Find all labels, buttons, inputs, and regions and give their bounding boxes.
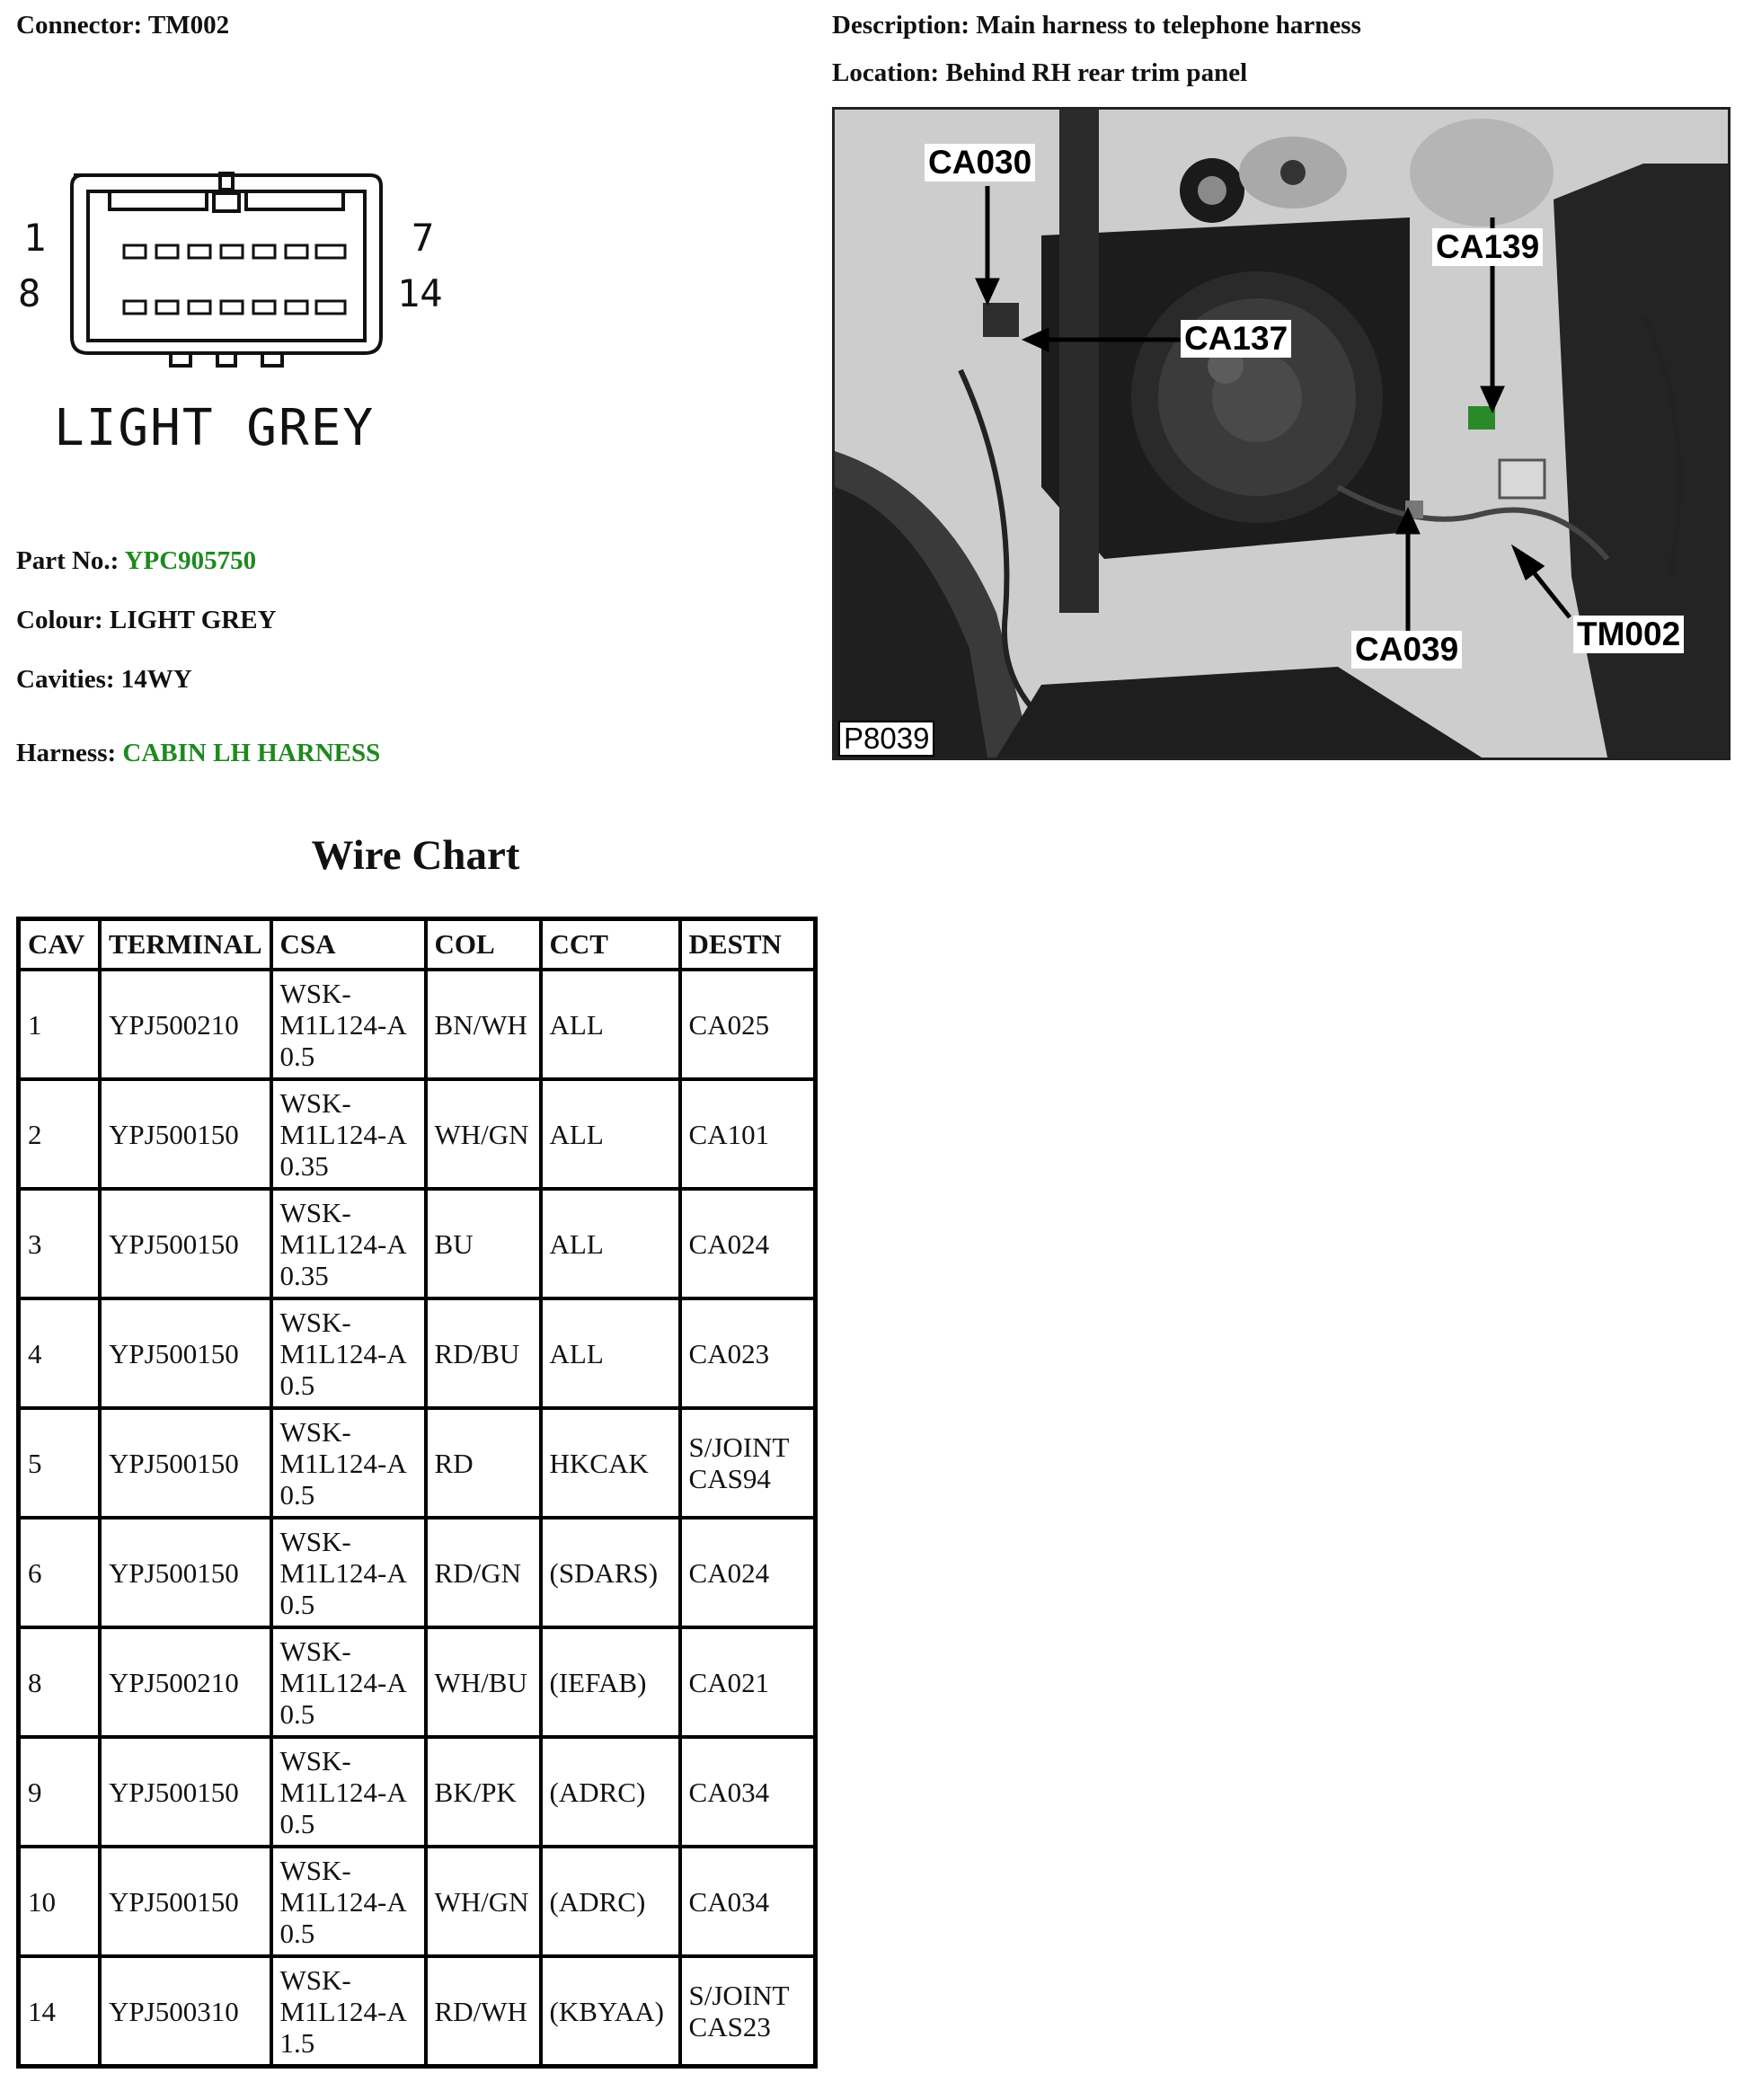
wire-chart-title: Wire Chart — [311, 832, 520, 879]
cell-destn — [680, 1627, 815, 1737]
harness-link[interactable]: CABIN LH HARNESS — [122, 739, 381, 767]
cell-terminal: YPJ500150 — [100, 1518, 271, 1627]
table-row — [19, 1956, 815, 2066]
description-line — [832, 11, 1361, 40]
header-col: COL — [426, 919, 541, 970]
csa-line: M1L124-A — [279, 1776, 407, 1808]
description-label: Description: — [832, 11, 970, 40]
table-row — [19, 1079, 815, 1189]
callout-ca137: CA137 — [1181, 320, 1291, 358]
cell-col: BK/PK — [426, 1737, 541, 1847]
cell-csa — [271, 1737, 426, 1847]
cell-cct: ALL — [541, 1189, 680, 1298]
cell-terminal: YPJ500210 — [100, 970, 271, 1079]
destination-line: CA023 — [688, 1337, 770, 1369]
cavity-grid — [124, 245, 345, 314]
cell-cav: 1 — [19, 970, 100, 1079]
destination-line: CA101 — [688, 1118, 770, 1150]
connector-colour-caption: LIGHT GREY — [54, 399, 376, 457]
destination-line: CAS94 — [688, 1463, 771, 1494]
cell-cav: 3 — [19, 1189, 100, 1298]
cell-destn — [680, 1079, 815, 1189]
cell-terminal: YPJ500150 — [100, 1298, 271, 1408]
colour-value: LIGHT GREY — [109, 606, 277, 634]
cell-col: RD/BU — [426, 1298, 541, 1408]
csa-line: 0.5 — [279, 1697, 315, 1730]
location-photo-illustration — [835, 110, 1728, 758]
table-row — [19, 1408, 815, 1518]
cell-cct: (SDARS) — [541, 1518, 680, 1627]
location-line — [832, 58, 1247, 88]
header-cct: CCT — [541, 919, 680, 970]
table-header-row — [19, 919, 815, 970]
csa-line: WSK- — [279, 1854, 351, 1886]
cell-col: WH/BU — [426, 1627, 541, 1737]
cavities-label: Cavities: — [16, 665, 115, 694]
destination-line: CA034 — [688, 1885, 770, 1918]
pin-label-1: 1 — [23, 216, 47, 260]
csa-line: 0.35 — [279, 1259, 329, 1291]
cell-destn — [680, 1298, 815, 1408]
csa-line: M1L124-A — [279, 1666, 407, 1698]
part-number-label: Part No.: — [16, 546, 120, 575]
cell-csa — [271, 1956, 426, 2066]
connector-face-diagram — [11, 157, 478, 481]
csa-line: WSK- — [279, 1744, 351, 1777]
part-number-link[interactable]: YPC905750 — [124, 546, 257, 575]
cell-cct: (KBYAA) — [541, 1956, 680, 2066]
cell-destn — [680, 1737, 815, 1847]
cell-destn — [680, 1847, 815, 1956]
colour-line — [16, 606, 277, 635]
csa-line: WSK- — [279, 1525, 351, 1557]
harness-label: Harness: — [16, 739, 117, 767]
cell-cav: 14 — [19, 1956, 100, 2066]
cell-csa — [271, 970, 426, 1079]
part-number-line — [16, 546, 256, 576]
cell-col: BN/WH — [426, 970, 541, 1079]
csa-line: 0.35 — [279, 1149, 329, 1182]
table-row — [19, 1298, 815, 1408]
csa-line: WSK- — [279, 977, 351, 1009]
cell-cav: 8 — [19, 1627, 100, 1737]
csa-line: M1L124-A — [279, 1447, 407, 1479]
cell-csa — [271, 1408, 426, 1518]
connector-label: Connector: — [16, 11, 143, 40]
csa-line: 0.5 — [279, 1807, 315, 1839]
cell-cct: ALL — [541, 1079, 680, 1189]
destination-line: CA034 — [688, 1776, 770, 1808]
csa-line: 1.5 — [279, 2026, 315, 2059]
csa-line: M1L124-A — [279, 1885, 407, 1918]
destination-line: CA024 — [688, 1227, 770, 1260]
description-value: Main harness to telephone harness — [976, 11, 1361, 40]
cell-cav: 2 — [19, 1079, 100, 1189]
cell-csa — [271, 1627, 426, 1737]
csa-line: WSK- — [279, 1306, 351, 1338]
location-value: Behind RH rear trim panel — [945, 58, 1248, 87]
destination-line: CA025 — [688, 1008, 770, 1041]
csa-line: WSK- — [279, 1963, 351, 1996]
cell-terminal: YPJ500150 — [100, 1079, 271, 1189]
table-row — [19, 1189, 815, 1298]
table-row — [19, 1847, 815, 1956]
cell-col: WH/GN — [426, 1079, 541, 1189]
cavities-line — [16, 665, 192, 695]
cell-destn — [680, 1518, 815, 1627]
csa-line: 0.5 — [279, 1917, 315, 1949]
cell-col: WH/GN — [426, 1847, 541, 1956]
pin-label-8: 8 — [18, 271, 41, 315]
table-row — [19, 1737, 815, 1847]
cell-csa — [271, 1298, 426, 1408]
csa-line: 0.5 — [279, 1040, 315, 1072]
cell-terminal: YPJ500150 — [100, 1847, 271, 1956]
callout-tm002: TM002 — [1573, 616, 1684, 653]
header-destn: DESTN — [680, 919, 815, 970]
table-row — [19, 1518, 815, 1627]
colour-label: Colour: — [16, 606, 103, 634]
csa-line: WSK- — [279, 1635, 351, 1667]
cell-cct: ALL — [541, 970, 680, 1079]
cell-col: RD — [426, 1408, 541, 1518]
cell-csa — [271, 1847, 426, 1956]
cell-cct: ALL — [541, 1298, 680, 1408]
cell-cav: 6 — [19, 1518, 100, 1627]
cell-cav: 10 — [19, 1847, 100, 1956]
cell-terminal: YPJ500150 — [100, 1737, 271, 1847]
cell-destn — [680, 1189, 815, 1298]
cell-destn — [680, 1408, 815, 1518]
csa-line: M1L124-A — [279, 1227, 407, 1260]
connector-heading — [16, 11, 229, 40]
cell-cav: 5 — [19, 1408, 100, 1518]
cell-csa — [271, 1189, 426, 1298]
header-cav: CAV — [19, 919, 100, 970]
cell-col: BU — [426, 1189, 541, 1298]
csa-line: WSK- — [279, 1086, 351, 1119]
csa-line: M1L124-A — [279, 1556, 407, 1589]
csa-line: WSK- — [279, 1415, 351, 1448]
pin-label-14: 14 — [397, 271, 443, 315]
table-row — [19, 1627, 815, 1737]
cell-cav: 4 — [19, 1298, 100, 1408]
connector-id: TM002 — [147, 11, 230, 40]
csa-line: 0.5 — [279, 1369, 315, 1401]
location-photo — [832, 107, 1731, 760]
location-label: Location: — [832, 58, 940, 87]
cell-col: RD/WH — [426, 1956, 541, 2066]
pin-label-7: 7 — [412, 216, 435, 260]
header-csa: CSA — [271, 919, 426, 970]
cell-col: RD/GN — [426, 1518, 541, 1627]
csa-line: M1L124-A — [279, 1337, 407, 1369]
photo-reference: P8039 — [838, 721, 934, 757]
cell-cct: (IEFAB) — [541, 1627, 680, 1737]
csa-line: 0.5 — [279, 1478, 315, 1511]
cavities-value: 14WY — [120, 665, 192, 694]
cell-cct: (ADRC) — [541, 1737, 680, 1847]
header-terminal: TERMINAL — [100, 919, 271, 970]
callout-ca039: CA039 — [1351, 631, 1462, 669]
cell-terminal: YPJ500150 — [100, 1189, 271, 1298]
destination-line: CA024 — [688, 1556, 770, 1589]
cell-destn — [680, 1956, 815, 2066]
csa-line: M1L124-A — [279, 1008, 407, 1041]
csa-line: WSK- — [279, 1196, 351, 1228]
cell-destn — [680, 970, 815, 1079]
wire-chart-table — [16, 917, 818, 2069]
csa-line: M1L124-A — [279, 1995, 407, 2027]
cell-terminal: YPJ500210 — [100, 1627, 271, 1737]
cell-cct: (ADRC) — [541, 1847, 680, 1956]
destination-line: CAS23 — [688, 2011, 771, 2042]
table-row — [19, 970, 815, 1079]
harness-line — [16, 739, 380, 768]
cell-cct: HKCAK — [541, 1408, 680, 1518]
callout-ca030: CA030 — [925, 144, 1035, 182]
csa-line: M1L124-A — [279, 1118, 407, 1150]
destination-line: S/JOINT — [688, 1431, 790, 1463]
cell-csa — [271, 1518, 426, 1627]
cell-cav: 9 — [19, 1737, 100, 1847]
csa-line: 0.5 — [279, 1588, 315, 1620]
destination-line: S/JOINT — [688, 1980, 790, 2011]
cell-terminal: YPJ500150 — [100, 1408, 271, 1518]
callout-ca139: CA139 — [1432, 228, 1543, 266]
cell-terminal: YPJ500310 — [100, 1956, 271, 2066]
destination-line: CA021 — [688, 1666, 770, 1698]
cell-csa — [271, 1079, 426, 1189]
